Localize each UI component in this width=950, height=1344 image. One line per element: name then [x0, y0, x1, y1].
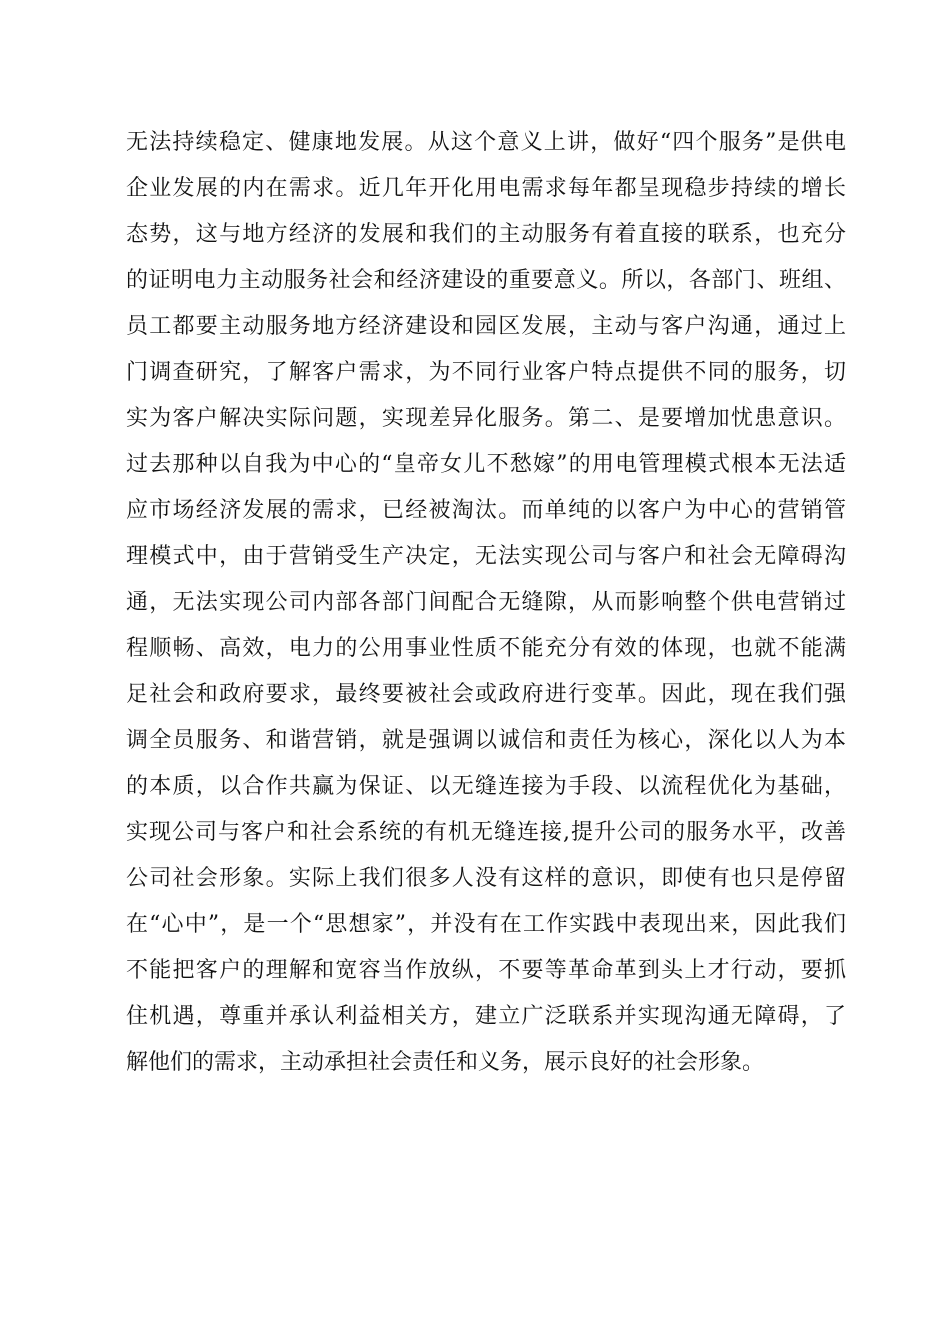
text-line: 足社会和政府要求，最终要被社会或政府进行变革。因此，现在我们强: [126, 682, 846, 707]
text-line: 无法持续稳定、健康地发展。从这个意义上讲，做好“四个服务”是供电: [126, 130, 846, 155]
text-line: 过去那种以自我为中心的“皇帝女儿不愁嫁”的用电管理模式根本无法适: [126, 452, 846, 477]
text-line: 态势，这与地方经济的发展和我们的主动服务有着直接的联系，也充分: [126, 222, 846, 247]
text-line: 员工都要主动服务地方经济建设和园区发展，主动与客户沟通，通过上: [126, 314, 846, 339]
text-line: 公司社会形象。实际上我们很多人没有这样的意识，即使有也只是停留: [126, 866, 846, 891]
text-line: 实为客户解决实际问题，实现差异化服务。第二、是要增加忧患意识。: [126, 406, 846, 431]
text-line: 企业发展的内在需求。近几年开化用电需求每年都呈现稳步持续的增长: [126, 176, 846, 201]
body-paragraph: [126, 120, 846, 1086]
text-line: 解他们的需求，主动承担社会责任和义务，展示良好的社会形象。: [126, 1050, 765, 1075]
text-line: 程顺畅、高效，电力的公用事业性质不能充分有效的体现，也就不能满: [126, 636, 846, 661]
text-line: 的证明电力主动服务社会和经济建设的重要意义。所以，各部门、班组、: [126, 268, 846, 293]
text-line: 门调查研究，了解客户需求，为不同行业客户特点提供不同的服务，切: [126, 360, 846, 385]
text-line: 理模式中，由于营销受生产决定，无法实现公司与客户和社会无障碍沟: [126, 544, 846, 569]
text-line: 应市场经济发展的需求，已经被淘汰。而单纯的以客户为中心的营销管: [126, 498, 846, 523]
text-line: 不能把客户的理解和宽容当作放纵，不要等革命革到头上才行动，要抓: [126, 958, 846, 983]
text-line: 的本质，以合作共赢为保证、以无缝连接为手段、以流程优化为基础，: [126, 774, 846, 799]
text-line: 在“心中”，是一个“思想家”，并没有在工作实践中表现出来，因此我们: [126, 912, 846, 937]
text-line: 通，无法实现公司内部各部门间配合无缝隙，从而影响整个供电营销过: [126, 590, 846, 615]
text-line: 实现公司与客户和社会系统的有机无缝连接,提升公司的服务水平，改善: [126, 820, 846, 845]
text-line: 住机遇，尊重并承认利益相关方，建立广泛联系并实现沟通无障碍，了: [126, 1004, 846, 1029]
text-line: 调全员服务、和谐营销，就是强调以诚信和责任为核心，深化以人为本: [126, 728, 846, 753]
